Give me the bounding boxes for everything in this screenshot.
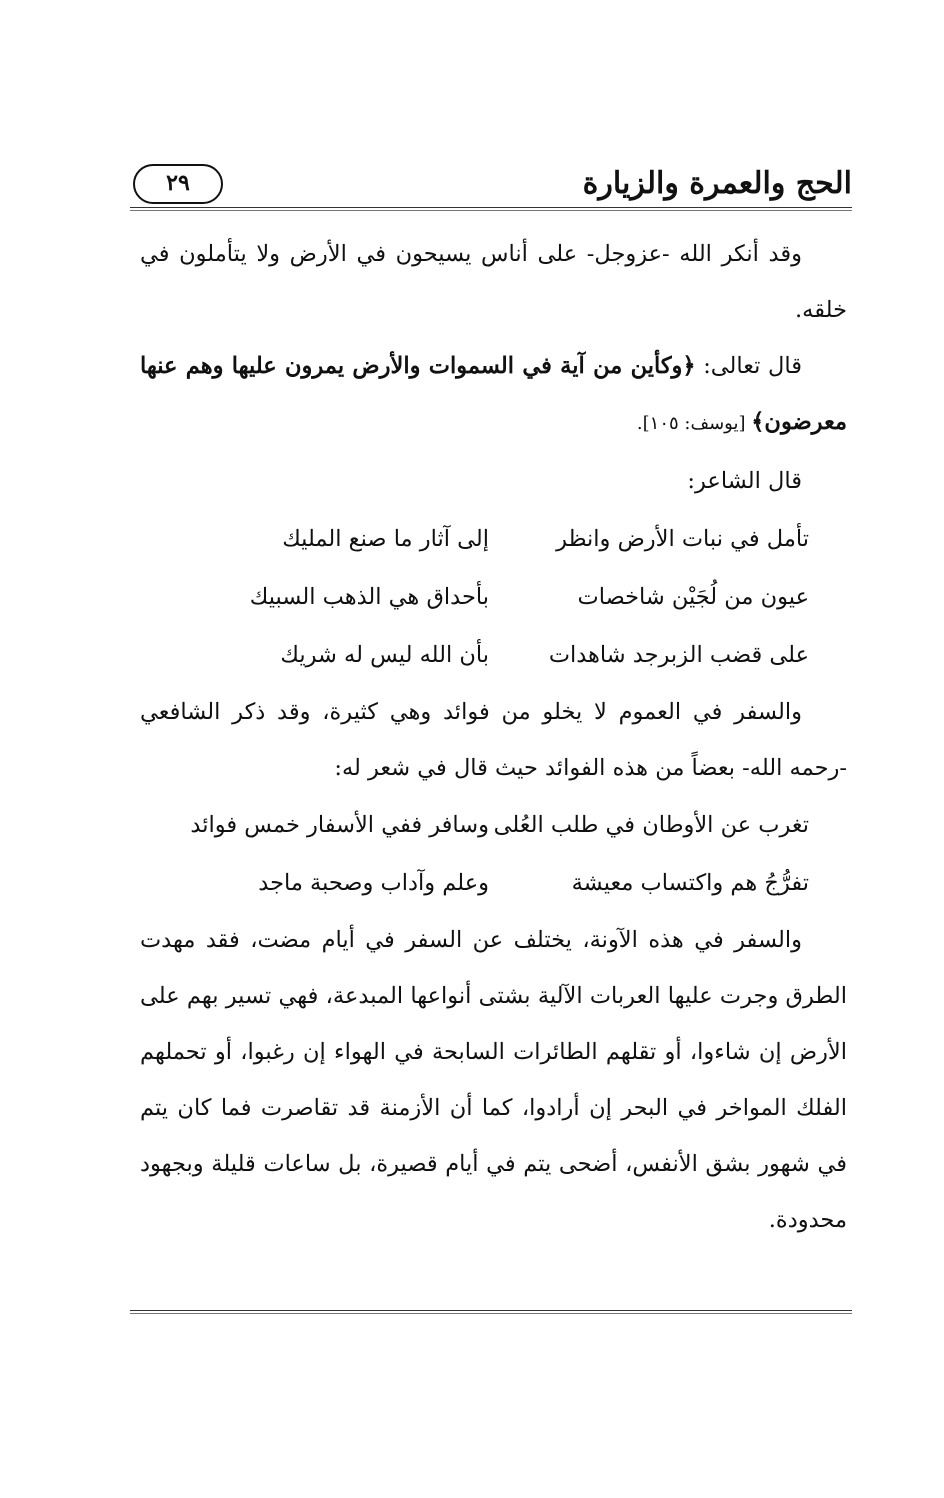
verse-first-hemistich: على قضب الزبرجد شاهدات <box>548 642 809 668</box>
paragraph-3: والسفر في هذه الآونة، يختلف عن السفر في أيام مضت، فقد مهدت الطرق وجرت عليها العربات الآلية بشتى أنواعها المبدعة، فهي تسير بهم على الأرض إن شاءوا، أو تقلهم الطائرات السابحة في الهواء إن رغبوا، أو تحملهم الفلك المواخر في البحر إن أرادوا، كما أن الأزمنة قد تقاصرت فما كان يتم في شهور بشق الأنفس، أضحى يتم في أيام قصيرة، بل ساعات قليلة وبجهود محدودة. <box>140 927 847 1233</box>
quran-reference: [يوسف: ١٠٥]. <box>636 413 752 434</box>
verse-second-hemistich: بأحداق هي الذهب السبيك <box>249 584 489 610</box>
paragraph-1: وقد أنكر الله -عزوجل- على أناس يسيحون في الأرض ولا يتأملون في خلقه. <box>140 241 847 323</box>
verse-second-hemistich: وسافر ففي الأسفار خمس فوائد <box>190 812 489 838</box>
poem-2 <box>140 796 847 912</box>
poem-verse <box>140 854 847 912</box>
quran-intro: قال تعالى: <box>695 353 802 379</box>
running-title: الحج والعمرة والزيارة <box>582 166 852 201</box>
poem-verse <box>140 626 847 684</box>
verse-first-hemistich: تأمل في نبات الأرض وانظر <box>556 526 809 552</box>
footer-rule <box>130 1310 852 1314</box>
verse-first-hemistich: تغرب عن الأوطان في طلب العُلى <box>493 812 809 838</box>
verse-first-hemistich: عيون من لُجَيْن شاخصات <box>577 584 809 610</box>
quran-verse: ﴿وكأين من آية في السموات والأرض يمرون عليها وهم عنها معرضون﴾ <box>140 353 847 435</box>
page-body <box>140 226 847 1248</box>
poem-1 <box>140 510 847 684</box>
verse-second-hemistich: وعلم وآداب وصحبة ماجد <box>258 870 489 896</box>
quran-quote <box>140 338 847 452</box>
poem-verse <box>140 796 847 854</box>
poet-label: قال الشاعر: <box>687 468 802 494</box>
poem-verse <box>140 568 847 626</box>
verse-second-hemistich: بأن الله ليس له شريك <box>280 642 489 668</box>
page-number: ٢٩ <box>133 164 223 204</box>
poem-verse <box>140 510 847 568</box>
header-rule <box>130 207 852 211</box>
verse-first-hemistich: تفرُّجُ هم واكتساب معيشة <box>571 870 809 896</box>
verse-second-hemistich: إلى آثار ما صنع المليك <box>282 526 489 552</box>
paragraph-2: والسفر في العموم لا يخلو من فوائد وهي كثيرة، وقد ذكر الشافعي -رحمه الله- بعضاً من هذه الفوائد حيث قال في شعر له: <box>140 699 847 781</box>
